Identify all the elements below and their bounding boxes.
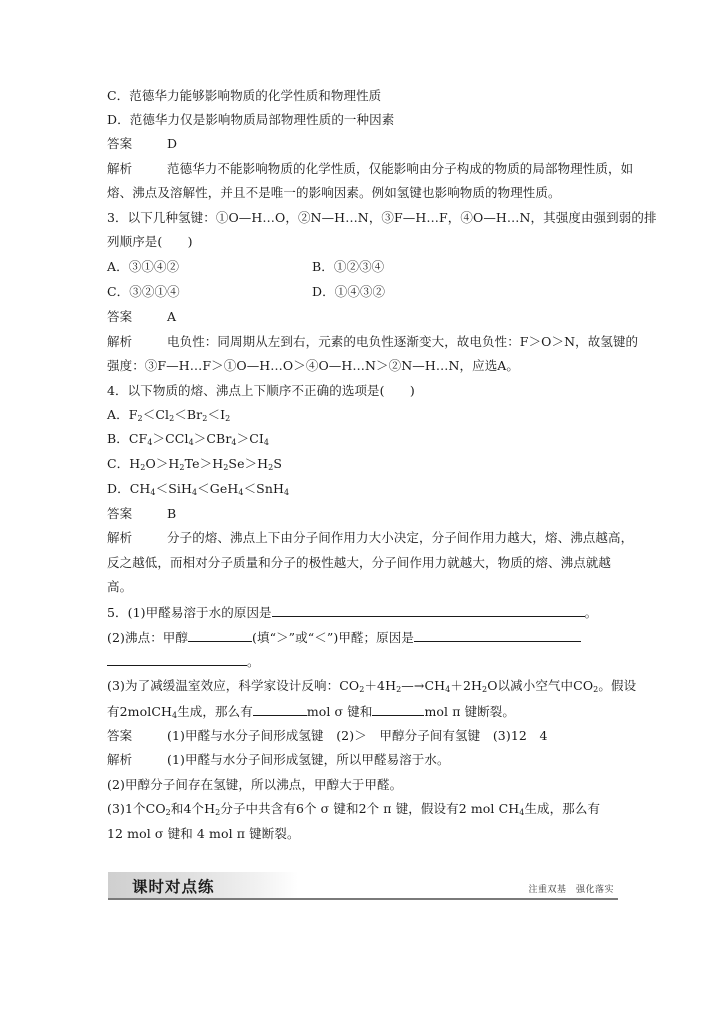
option-c-q2: C．范德华力能够影响物质的化学性质和物理性质 — [107, 88, 382, 103]
explanation-q2-line2: 熔、沸点及溶解性，并且不是唯一的影响因素。例如氢键也影响物质的物理性质。 — [107, 185, 561, 200]
banner-rule — [108, 898, 618, 900]
question-3-stem-cont: 列顺序是( ) — [107, 234, 193, 249]
answer-label: 答案 — [107, 136, 133, 151]
option-a-q4: A．$F_2<Cl_2<Br_2<I_2$ — [107, 407, 231, 423]
explanation-text: (1)甲醛与水分子间形成氢键，所以甲醛易溶于水。 — [167, 752, 450, 767]
question-5-part2-cont: 。 — [107, 653, 260, 670]
answer-value: D — [167, 136, 178, 151]
answer-value: B — [167, 506, 177, 521]
answer-blank — [372, 703, 424, 716]
option-d-q2: D．范德华力仅是影响物质局部物理性质的一种因素 — [107, 112, 395, 127]
answer-value: (1)甲醛与水分子间形成氢键 (2)＞ 甲醇分子间有氢键 (3)12 4 — [167, 728, 548, 743]
explanation-q4-line2: 反之越低，而相对分子质量和分子的极性越大，分子间作用力就越大，物质的熔、沸点就越 — [107, 555, 612, 570]
section-banner — [108, 872, 618, 899]
answer-q5 — [107, 728, 548, 744]
question-4-stem: 4．以下物质的熔、沸点上下顺序不正确的选项是( ) — [107, 383, 415, 398]
explanation-text: 分子的熔、沸点上下由分子间作用力大小决定，分子间作用力越大，熔、沸点越高， — [167, 530, 634, 545]
answer-blank — [272, 604, 585, 617]
answer-blank — [253, 703, 307, 716]
question-5-part1: 5．(1)甲醛易溶于水的原因是 。 — [107, 605, 598, 620]
option-c-q4: C．$H_2O>H_2Te>H_2Se>H_2S$ — [107, 456, 283, 472]
answer-q3 — [107, 309, 176, 325]
option-b-q4: B．$CF_4>CCl_4>CBr_4>CI_4$ — [107, 431, 270, 447]
answer-q4 — [107, 506, 176, 522]
option-d: D．①④③② — [312, 284, 386, 299]
explanation-label: 解析 — [107, 334, 133, 349]
answer-label: 答案 — [107, 506, 133, 521]
explanation-q5-line3: (3)1个$CO_2$和4个$H_2$分子中共含有6个 σ 键和2个 π 键，假设有2 mol $CH_4$生成，那么有 — [107, 801, 601, 817]
explanation-q2-line1 — [107, 161, 633, 177]
answer-blank — [188, 629, 252, 642]
section-title: 课时对点练 — [132, 878, 215, 896]
question-5-part3: (3)为了减缓温室效应，科学家设计反响：$CO_2+4H_2—\to CH_4+2H_2O$以减小空气中$CO_2$。假设 — [107, 678, 637, 694]
explanation-text: 范德华力不能影响物质的化学性质，仅能影响由分子构成的物质的局部物理性质，如 — [167, 161, 634, 176]
option-b: B．①②③④ — [312, 259, 385, 274]
answer-blank — [414, 629, 581, 642]
question-5-part2: (2)沸点：甲醇 (填“＞”或“＜”)甲醛；原因是 — [107, 629, 581, 646]
option-c: C．③②①④ — [107, 284, 180, 299]
explanation-label: 解析 — [107, 530, 133, 545]
explanation-q4-line1 — [107, 530, 633, 546]
section-slogan: 注重双基 强化落实 — [528, 885, 614, 895]
answer-value: A — [167, 309, 177, 324]
answer-q2 — [107, 136, 177, 152]
option-a: A．③①④② — [107, 259, 180, 274]
question-5-part3-cont: 有2molCH$_4$生成，那么有 mol σ 键和 mol π 键断裂。 — [107, 704, 516, 720]
answer-blank — [107, 653, 247, 666]
option-d-q4: D．$CH_4<SiH_4<GeH_4<SnH_4$ — [107, 481, 290, 497]
options-cd-q3 — [107, 284, 385, 300]
explanation-label: 解析 — [107, 161, 133, 176]
explanation-text: 电负性：同周期从左到右，元素的电负性逐渐变大，故电负性：F＞O＞N，故氢键的 — [167, 334, 639, 349]
explanation-q3-line2: 强度：③F—H…F＞①O—H…O＞④O—H…N＞②N—H…N，应选A。 — [107, 358, 520, 373]
explanation-label: 解析 — [107, 752, 133, 767]
answer-label: 答案 — [107, 728, 133, 743]
answer-label: 答案 — [107, 309, 133, 324]
question-3-stem: 3．以下几种氢键：①O—H…O，②N—H…N，③F—H…F，④O—H…N，其强度由强到弱的排 — [107, 210, 657, 225]
explanation-q3-line1 — [107, 334, 638, 350]
explanation-q5-line2: (2)甲醇分子间存在氢键，所以沸点，甲醇大于甲醛。 — [107, 777, 403, 792]
explanation-q5-line1 — [107, 752, 450, 768]
explanation-q5-line4: 12 mol σ 键和 4 mol π 键断裂。 — [107, 826, 300, 841]
explanation-q4-line3: 高。 — [107, 579, 133, 594]
options-ab-q3 — [107, 259, 384, 275]
